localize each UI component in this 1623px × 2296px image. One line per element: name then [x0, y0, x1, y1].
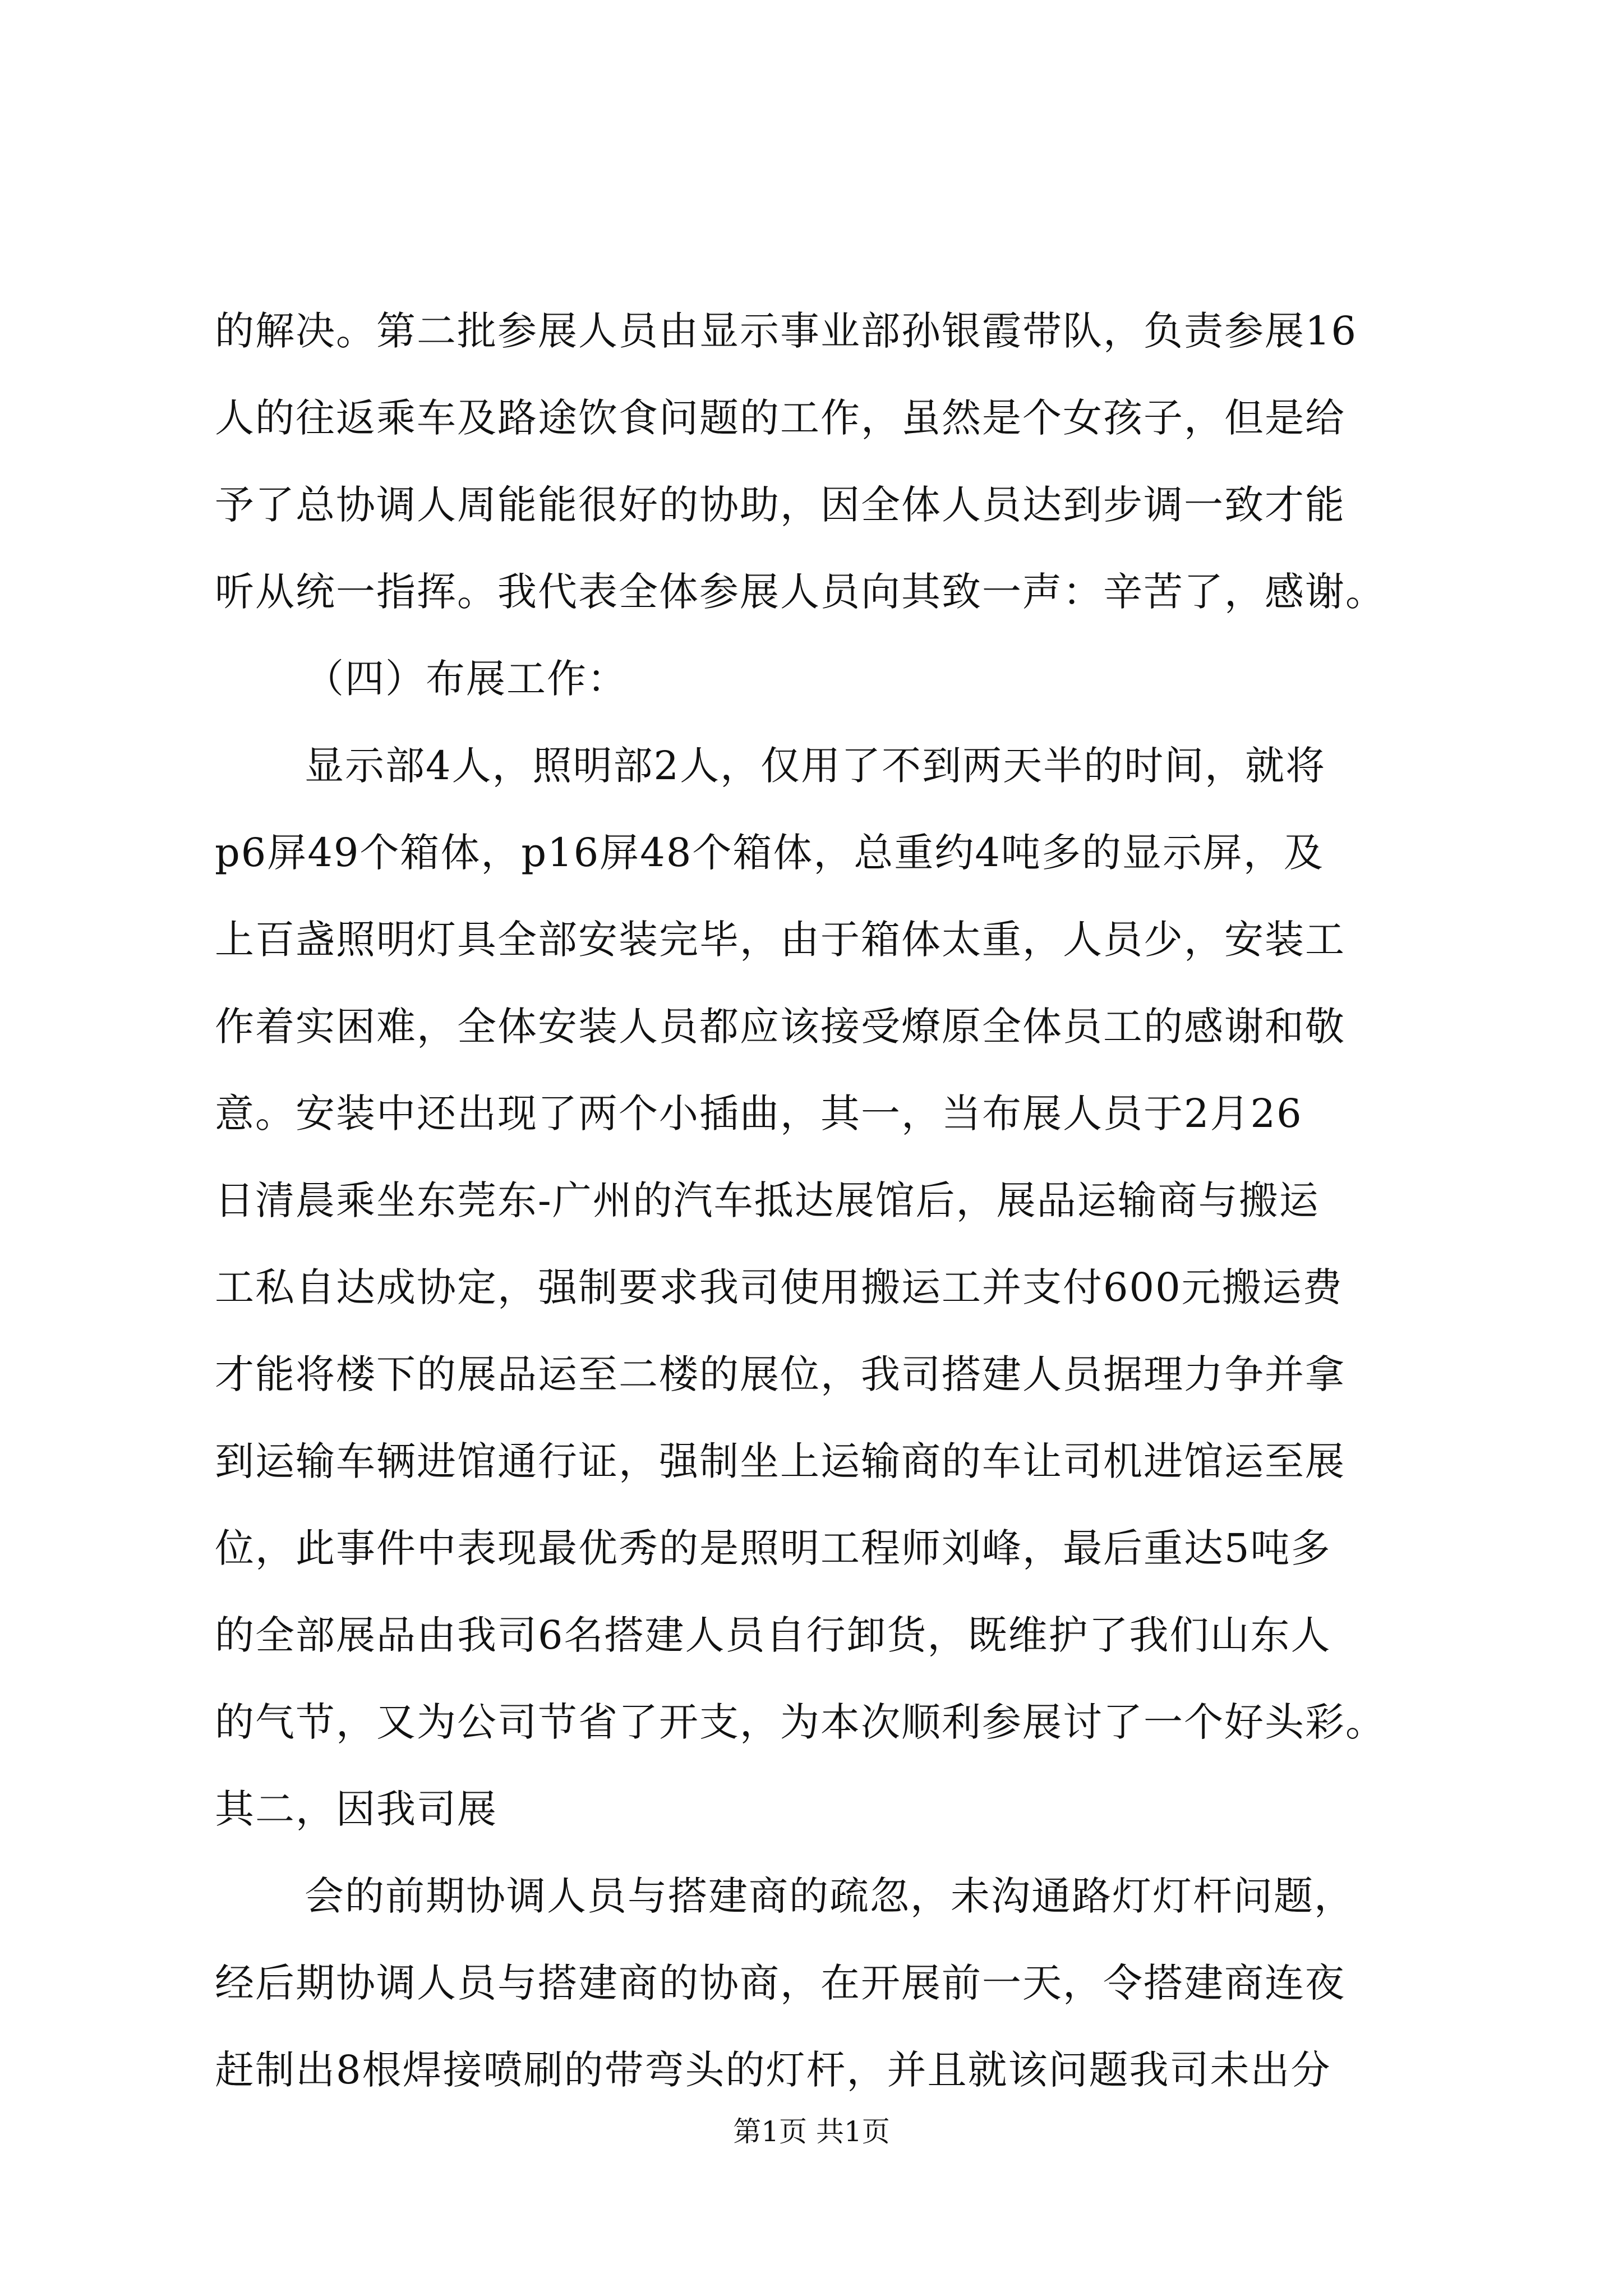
body-text-line: p6屏49个箱体，p16屏48个箱体，总重约4吨多的显示屏，及 — [215, 830, 1324, 876]
body-text-line: 作着实困难，全体安装人员都应该接受燎原全体员工的感谢和敬 — [215, 1004, 1345, 1050]
body-text-line: 其二，因我司展 — [215, 1786, 497, 1832]
body-text-line: 经后期协调人员与搭建商的协商，在开展前一天，令搭建商连夜 — [215, 1960, 1345, 2006]
body-text-line: 的全部展品由我司6名搭建人员自行卸货，既维护了我们山东人 — [215, 1612, 1331, 1658]
paragraph-first-line: 显示部4人，照明部2人，仅用了不到两天半的时间，就将 — [305, 743, 1326, 789]
body-text-line: 意。安装中还出现了两个小插曲，其一，当布展人员于2月26 — [215, 1091, 1303, 1137]
paragraph-first-line: 会的前期协调人员与搭建商的疏忽，未沟通路灯灯杆问题， — [305, 1873, 1354, 1919]
body-text-line: 上百盏照明灯具全部安装完毕，由于箱体太重，人员少，安装工 — [215, 917, 1345, 963]
body-text-line: 听从统一指挥。我代表全体参展人员向其致一声：辛苦了，感谢。 — [215, 569, 1386, 615]
body-text-line: 赶制出8根焊接喷刷的带弯头的灯杆，并且就该问题我司未出分 — [215, 2047, 1331, 2093]
body-text-line: 位，此事件中表现最优秀的是照明工程师刘峰，最后重达5吨多 — [215, 1525, 1331, 1571]
page-footer: 第1页 共1页 — [733, 2115, 890, 2148]
body-text-line: 工私自达成协定，强制要求我司使用搬运工并支付600元搬运费 — [215, 1264, 1343, 1310]
body-text-line: 到运输车辆进馆通行证，强制坐上运输商的车让司机进馆运至展 — [215, 1438, 1345, 1484]
body-text-line: 的解决。第二批参展人员由显示事业部孙银霞带队，负责参展16 — [215, 308, 1358, 354]
body-text-line: 日清晨乘坐东莞东-广州的汽车抵达展馆后，展品运输商与搬运 — [215, 1177, 1320, 1223]
body-text-line: 予了总协调人周能能很好的协助，因全体人员达到步调一致才能 — [215, 482, 1345, 528]
body-text-line: 人的往返乘车及路途饮食问题的工作，虽然是个女孩子，但是给 — [215, 395, 1345, 441]
body-text-line: 的气节，又为公司节省了开支，为本次顺利参展讨了一个好头彩。 — [215, 1699, 1386, 1745]
section-heading: （四）布展工作： — [305, 656, 628, 702]
body-text-line: 才能将楼下的展品运至二楼的展位，我司搭建人员据理力争并拿 — [215, 1351, 1345, 1397]
